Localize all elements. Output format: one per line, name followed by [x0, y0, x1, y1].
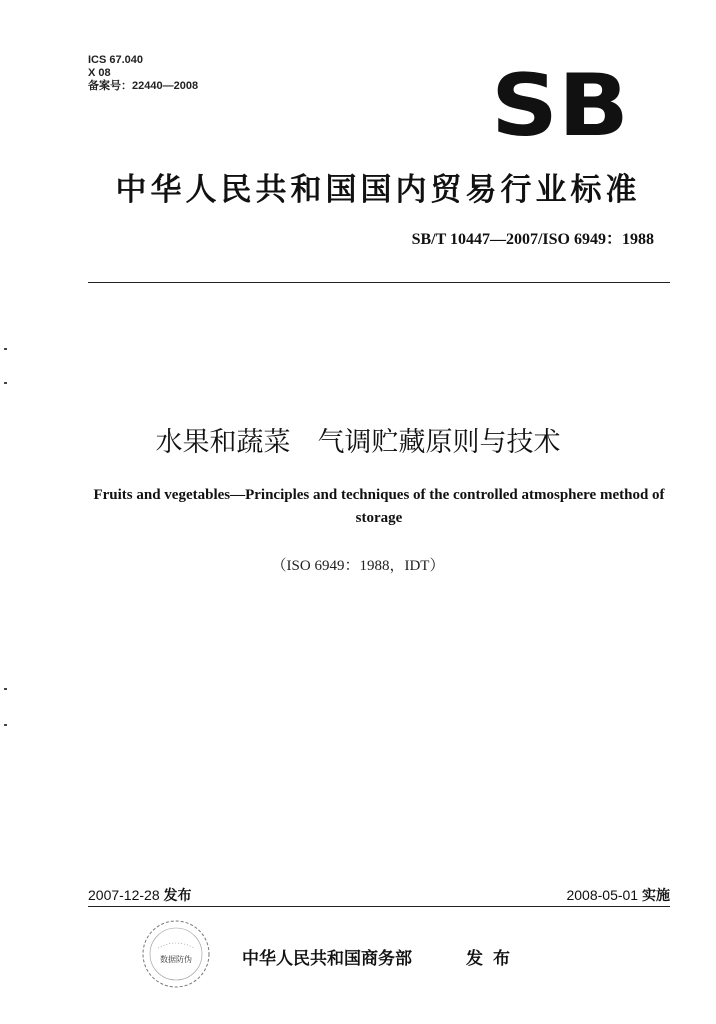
scan-mark: [4, 688, 7, 690]
implement-date: 2008-05-01: [566, 887, 639, 903]
scan-mark: [4, 348, 7, 350]
issue-label: 发布: [163, 888, 192, 904]
implement-date-line: [450, 885, 670, 905]
sb-logo: [490, 70, 630, 140]
svg-text:SB: SB: [491, 70, 629, 140]
ics-code: ICS 67.040: [88, 54, 144, 66]
footer-divider: [88, 906, 670, 907]
english-title: Fruits and vegetables—Principles and techniques of the controlled atmosphere method of storage: [93, 487, 665, 526]
header-divider: [88, 282, 670, 283]
standard-type-title: 中华人民共和国国内贸易行业标准: [115, 172, 641, 208]
standard-number: SB/T 10447—2007/ISO 6949：1988: [411, 231, 654, 248]
svg-text:数据防伪: 数据防伪: [160, 955, 192, 964]
publisher-name: 中华人民共和国商务部: [242, 949, 412, 969]
chinese-title: 水果和蔬菜 气调贮藏原则与技术: [155, 427, 561, 458]
issue-date: 2007-12-28: [88, 887, 160, 903]
issue-date-line: [88, 885, 192, 905]
ccs-code: X 08: [88, 67, 111, 79]
scan-mark: [4, 382, 7, 384]
implement-label: 实施: [642, 888, 670, 904]
publish-verb: 发布: [466, 949, 520, 969]
scan-mark: [4, 724, 7, 726]
anti-counterfeit-stamp: [140, 918, 212, 990]
iso-reference: （ISO 6949：1988，IDT）: [271, 558, 445, 574]
record-number: 备案号：22440—2008: [88, 80, 199, 92]
